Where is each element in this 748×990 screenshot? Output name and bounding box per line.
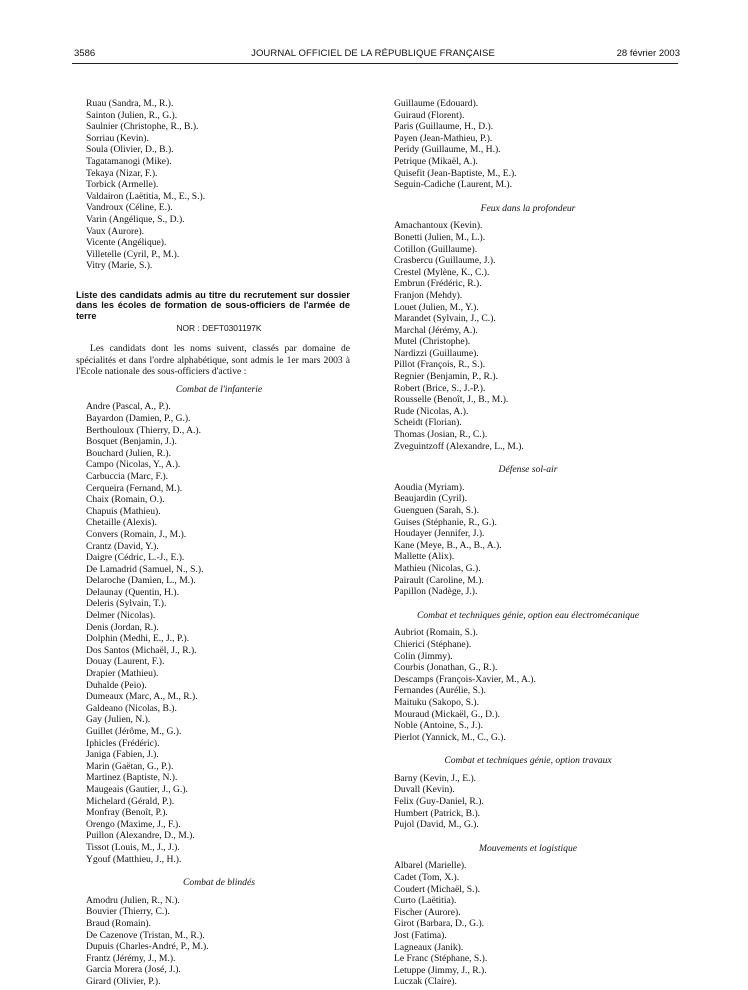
candidate-entry: Gay (Julien, N.). — [86, 714, 151, 726]
candidate-entry: Sainton (Julien, R., G.). — [86, 109, 178, 121]
candidate-entry: Monfray (Benoît, P.). — [86, 807, 168, 819]
candidate-entry: Mouraud (Mickaël, G., D.). — [394, 708, 501, 720]
spacer — [394, 191, 662, 203]
candidate-entry: Seguin-Cadiche (Laurent, M.). — [394, 179, 513, 191]
candidate-entry: Paris (Guillaume, H., D.). — [394, 121, 494, 133]
candidate-entry: Deleris (Sylvain, T.). — [86, 598, 167, 610]
candidate-entry: Amodru (Julien, R., N.). — [86, 894, 180, 906]
candidate-entry: Marandet (Sylvain, J., C.). — [394, 313, 496, 325]
subheading-genie-eau: Combat et techniques génie, option eau électromécanique — [416, 609, 640, 621]
name-list-continued — [86, 98, 352, 272]
candidate-entry: Curto (Laëtitia). — [394, 895, 457, 907]
spacer — [86, 865, 352, 877]
name-list-logistique — [394, 860, 662, 988]
candidate-entry: Louet (Julien, M., Y.). — [394, 301, 479, 313]
candidate-entry: Delaroche (Damien, L., M.). — [86, 575, 196, 587]
candidate-entry: Tekaya (Nizar, F.). — [86, 167, 158, 179]
candidate-entry: Noble (Antoine, S., J.). — [394, 720, 483, 732]
candidate-entry: Dolphin (Medhi, E., J., P.). — [86, 633, 190, 645]
subheading-infanterie: Combat de l'infanterie — [175, 383, 263, 395]
candidate-entry: Zveguintzoff (Alexandre, L., M.). — [394, 440, 524, 452]
nor-reference: NOR : DEFT0301197K — [176, 323, 262, 334]
name-list-genie-travaux — [394, 773, 662, 831]
candidate-entry: Dos Santos (Michaël, J., R.). — [86, 644, 197, 656]
candidate-entry: Vicente (Angélique). — [86, 237, 167, 249]
candidate-entry: Delaunay (Quentin, H.). — [86, 586, 179, 598]
candidate-entry: Delmer (Nicolas). — [86, 610, 156, 622]
name-list-blindes — [86, 895, 352, 988]
candidate-entry: Vandroux (Céline, E.). — [86, 202, 173, 214]
spacer — [394, 831, 662, 843]
candidate-entry: Regnier (Benjamin, P., R.). — [394, 371, 498, 383]
candidate-entry: Guises (Stéphanie, R., G.). — [394, 516, 497, 528]
name-list-genie-eau — [394, 627, 662, 743]
candidate-entry: Bayardon (Damien, P., G.). — [86, 412, 191, 424]
candidate-entry: Quisefit (Jean-Baptiste, M., E.). — [394, 167, 517, 179]
candidate-entry: Cadet (Tom, X.). — [394, 872, 460, 884]
candidate-entry: Orengo (Maxime, J., F.). — [86, 818, 181, 830]
candidate-entry: Girot (Barbara, D., G.). — [394, 918, 485, 930]
candidate-entry: Valdairon (Laëtitia, M., E., S.). — [86, 190, 206, 202]
name-list-infanterie — [86, 401, 352, 865]
subheading-genie-travaux: Combat et techniques génie, option travaux — [444, 755, 612, 767]
candidate-entry: Ruau (Sandra, M., R.). — [86, 98, 174, 109]
candidate-entry: Coudert (Michaël, S.). — [394, 883, 481, 895]
candidate-entry: Payen (Jean-Mathieu, P.). — [394, 132, 493, 144]
candidate-entry: Tissot (Louis, M., J., J.). — [86, 841, 180, 853]
candidate-entry: Crestel (Mylène, K., C.). — [394, 266, 490, 278]
spacer — [394, 452, 662, 464]
candidate-entry: Vitry (Marie, S.). — [86, 260, 153, 272]
candidate-entry: Frantz (Jérémy, J., M.). — [86, 952, 176, 964]
candidate-entry: Campo (Nicolas, Y., A.). — [86, 459, 181, 471]
candidate-entry: Vaux (Aurore). — [86, 225, 145, 237]
candidate-entry: Girard (Olivier, P.). — [86, 975, 161, 987]
candidate-entry: Bouchard (Julien, R.). — [86, 447, 171, 459]
candidate-entry: Janiga (Fabien, J.). — [86, 749, 159, 761]
candidate-entry: Braud (Romain). — [86, 917, 152, 929]
candidate-entry: Bonetti (Julien, M., L.). — [394, 231, 486, 243]
name-list-continued — [394, 98, 662, 191]
candidate-entry: Berthouloux (Thierry, D., A.). — [86, 424, 202, 436]
candidate-entry: Colin (Jimmy). — [394, 650, 453, 662]
candidate-entry: Villetelle (Cyril, P., M.). — [86, 248, 180, 260]
candidate-entry: Letuppe (Jimmy, J., R.). — [394, 964, 487, 976]
candidate-entry: Rude (Nicolas, A.). — [394, 405, 469, 417]
right-column — [394, 98, 662, 988]
name-list-profondeur — [394, 220, 662, 452]
candidate-entry: Albarel (Marielle). — [394, 860, 467, 872]
candidate-entry: Maituku (Sakopo, S.). — [394, 696, 480, 708]
subheading-defense: Défense sol-air — [498, 464, 558, 476]
candidate-entry: Houdayer (Jennifer, J.). — [394, 528, 485, 540]
candidate-entry: Sorriau (Kevin). — [86, 132, 149, 144]
page-header — [66, 48, 680, 62]
candidate-entry: Marin (Gaëtan, G., P.). — [86, 760, 174, 772]
subheading-logistique: Mouvements et logistique — [478, 842, 578, 854]
candidate-entry: Luczak (Claire). — [394, 976, 457, 988]
candidate-entry: Dumeaux (Marc, A., M., R.). — [86, 691, 198, 703]
candidate-entry: Tagatamanogi (Mike). — [86, 155, 172, 167]
spacer — [394, 743, 662, 755]
candidate-entry: Mathieu (Nicolas, G.). — [394, 562, 481, 574]
intro-paragraph: Les candidats dont les noms suivent, classés par domaine de spécialités et dans l'ordre alphabétique, sont admis le 1er mars 2003 à l'Ecole nationale des sous-officiers d'active : — [76, 343, 350, 378]
candidate-entry: Aubriot (Romain, S.). — [394, 627, 478, 639]
left-column — [76, 98, 352, 987]
candidate-entry: Chapuis (Mathieu). — [86, 505, 161, 517]
candidate-entry: Amachantoux (Kevin). — [394, 220, 483, 232]
candidate-entry: Barny (Kevin, J., E.). — [394, 772, 477, 784]
candidate-entry: Pierlot (Yannick, M., C., G.). — [394, 731, 506, 743]
candidate-entry: Cotillon (Guillaume). — [394, 243, 478, 255]
issue-date: 28 février 2003 — [616, 48, 680, 59]
candidate-entry: Guillet (Jérôme, M., G.). — [86, 726, 182, 737]
candidate-entry: Puillon (Alexandre, D., M.). — [86, 830, 195, 842]
candidate-entry: Mallette (Alix). — [394, 551, 455, 563]
candidate-entry: Guenguen (Sarah, S.). — [394, 505, 479, 516]
candidate-entry: Soula (Olivier, D., B.). — [86, 144, 174, 156]
candidate-entry: Franjon (Mehdy). — [394, 289, 463, 301]
candidate-entry: Pillot (François, R., S.). — [394, 359, 486, 371]
candidate-entry: Galdeano (Nicolas, B.). — [86, 702, 177, 714]
candidate-entry: Torbick (Armelle). — [86, 179, 159, 191]
candidate-entry: Aoudia (Myriam). — [394, 481, 465, 493]
candidate-entry: Humbert (Patrick, B.). — [394, 807, 481, 819]
candidate-entry: Douay (Laurent, F.). — [86, 656, 165, 668]
candidate-entry: Pujol (David, M., G.). — [394, 819, 479, 831]
candidate-entry: Drapier (Mathieu). — [86, 668, 159, 680]
candidate-entry: Crantz (David, Y.). — [86, 540, 159, 552]
candidate-entry: Bouvier (Thierry, C.). — [86, 906, 170, 918]
candidate-entry: Kane (Meye, B., A., B., A.). — [394, 539, 502, 551]
candidate-entry: Chetaille (Alexis). — [86, 517, 157, 529]
candidate-entry: Descamps (François-Xavier, M., A.). — [394, 673, 536, 685]
candidate-entry: Convers (Romain, J., M.). — [86, 528, 187, 540]
candidate-entry: Daigre (Cédric, L.-J., E.). — [86, 552, 185, 564]
candidate-entry: Embrun (Frédéric, R.). — [394, 278, 482, 290]
candidate-entry: Cerqueira (Fernand, M.). — [86, 482, 183, 494]
candidate-entry: Garcia Morera (José, J.). — [86, 964, 181, 976]
candidate-entry: Courbis (Jonathan, G., R.). — [394, 662, 498, 674]
candidate-entry: Chierici (Stéphane). — [394, 638, 472, 650]
candidate-entry: Scheidt (Florian). — [394, 417, 462, 429]
header-rule — [72, 63, 678, 64]
candidate-entry: Nardizzi (Guillaume). — [394, 347, 479, 359]
candidate-entry: Guiraud (Florent). — [394, 109, 465, 121]
candidate-entry: Jost (Fatima). — [394, 930, 447, 941]
candidate-entry: Mutel (Christophe). — [394, 336, 471, 348]
candidate-entry: Beaujardin (Cyril). — [394, 493, 467, 505]
candidate-entry: Duvall (Kevin). — [394, 784, 455, 796]
candidate-entry: Chaix (Romain, O.). — [86, 494, 165, 506]
candidate-entry: Papillon (Nadège, J.). — [394, 586, 478, 598]
candidate-entry: Denis (Jordan, R.). — [86, 621, 159, 633]
candidate-entry: Bosquet (Benjamin, J.). — [86, 436, 177, 448]
candidate-entry: Felix (Guy-Daniel, R.). — [394, 796, 484, 808]
candidate-entry: De Lamadrid (Samuel, N., S.). — [86, 563, 204, 575]
candidate-entry: Andre (Pascal, A., P.). — [86, 401, 171, 413]
candidate-entry: Lagneaux (Janik). — [394, 941, 464, 953]
candidate-entry: Peridy (Guillaume, M., H.). — [394, 144, 501, 156]
spacer — [394, 598, 662, 610]
candidate-entry: Martinez (Baptiste, N.). — [86, 772, 178, 784]
candidate-entry: Marchal (Jérémy, A.). — [394, 324, 478, 336]
candidate-entry: Fernandes (Aurélie, S.). — [394, 685, 486, 697]
candidate-entry: Iphicles (Frédéric). — [86, 737, 160, 749]
candidate-entry: Carbuccia (Marc, F.). — [86, 470, 169, 482]
candidate-entry: Petrique (Mikaël, A.). — [394, 155, 478, 167]
spacer — [86, 272, 352, 284]
candidate-entry: Maugeais (Gautier, J., G.). — [86, 783, 188, 795]
candidate-entry: Fischer (Aurore). — [394, 906, 461, 918]
candidate-entry: Ygouf (Matthieu, J., H.). — [86, 853, 182, 865]
name-list-defense — [394, 482, 662, 598]
candidate-entry: Guillaume (Edouard). — [394, 98, 479, 109]
candidate-entry: De Cazenove (Tristan, M., R.). — [86, 929, 205, 941]
candidate-entry: Dupuis (Charles-André, P., M.). — [86, 941, 209, 953]
candidate-entry: Rousselle (Benoît, J., B., M.). — [394, 394, 509, 406]
journal-title: JOURNAL OFFICIEL DE LA RÉPUBLIQUE FRANÇAISE — [251, 48, 495, 59]
candidate-entry: Saulnier (Christophe, R., B.). — [86, 121, 199, 133]
page-number: 3586 — [74, 48, 96, 59]
candidate-entry: Le Franc (Stéphane, S.). — [394, 953, 488, 965]
candidate-entry: Michelard (Gérald, P.). — [86, 795, 175, 807]
subheading-profondeur: Feux dans la profondeur — [480, 202, 576, 214]
candidate-entry: Varin (Angélique, S., D.). — [86, 213, 185, 225]
candidate-entry: Duhalde (Peio). — [86, 679, 147, 691]
candidate-entry: Robert (Brice, S., J.-P.). — [394, 382, 486, 394]
subheading-blindes: Combat de blindés — [183, 877, 255, 889]
candidate-entry: Crasbercu (Guillaume, J.). — [394, 255, 496, 267]
candidate-entry: Thomas (Josian, R., C.). — [394, 429, 488, 441]
section-title: Liste des candidats admis au titre du recrutement sur dossier dans les écoles de formation de sous-officiers de l'armée de terre — [76, 289, 350, 321]
candidate-entry: Pairault (Caroline, M.). — [394, 574, 484, 586]
